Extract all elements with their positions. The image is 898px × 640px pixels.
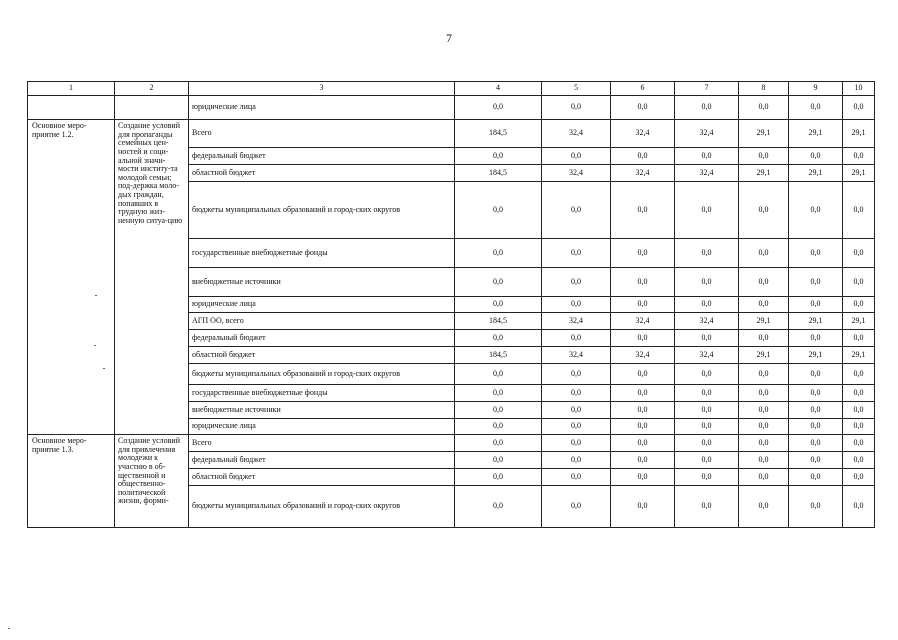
funding-source: юридические лица bbox=[189, 96, 455, 120]
amount-cell: 0,0 bbox=[789, 419, 843, 435]
amount-cell: 0,0 bbox=[455, 364, 542, 385]
amount-cell: 29,1 bbox=[789, 165, 843, 182]
amount-cell: 0,0 bbox=[739, 268, 789, 297]
amount-cell: 32,4 bbox=[542, 313, 611, 330]
amount-cell: 0,0 bbox=[611, 452, 675, 469]
amount-cell: 0,0 bbox=[843, 182, 875, 239]
amount-cell: 0,0 bbox=[843, 419, 875, 435]
amount-cell: 0,0 bbox=[789, 96, 843, 120]
amount-cell: 0,0 bbox=[455, 486, 542, 528]
amount-cell: 0,0 bbox=[611, 364, 675, 385]
amount-cell: 0,0 bbox=[542, 419, 611, 435]
event-description: Создание условий для привлечения молодежи к участию в об-щественной и общественно-политической жизни, форми- bbox=[115, 435, 189, 528]
amount-cell: 0,0 bbox=[843, 297, 875, 313]
column-header: 4 bbox=[455, 82, 542, 96]
amount-cell: 32,4 bbox=[542, 120, 611, 148]
amount-cell: 29,1 bbox=[789, 120, 843, 148]
amount-cell: 0,0 bbox=[542, 182, 611, 239]
amount-cell: 0,0 bbox=[675, 419, 739, 435]
amount-cell: 0,0 bbox=[611, 419, 675, 435]
amount-cell: 0,0 bbox=[542, 297, 611, 313]
funding-source: государственные внебюджетные фонды bbox=[189, 385, 455, 402]
funding-source: юридические лица bbox=[189, 297, 455, 313]
scan-speck bbox=[94, 345, 96, 346]
funding-source: областной бюджет bbox=[189, 165, 455, 182]
funding-source: бюджеты муниципальных образований и город-ских округов bbox=[189, 486, 455, 528]
amount-cell: 0,0 bbox=[843, 96, 875, 120]
column-header: 5 bbox=[542, 82, 611, 96]
amount-cell: 0,0 bbox=[739, 364, 789, 385]
amount-cell: 0,0 bbox=[611, 297, 675, 313]
amount-cell: 0,0 bbox=[789, 297, 843, 313]
amount-cell: 32,4 bbox=[542, 165, 611, 182]
amount-cell: 0,0 bbox=[675, 385, 739, 402]
amount-cell: 0,0 bbox=[542, 364, 611, 385]
amount-cell: 32,4 bbox=[611, 347, 675, 364]
amount-cell: 184,5 bbox=[455, 165, 542, 182]
amount-cell: 0,0 bbox=[675, 452, 739, 469]
amount-cell: 0,0 bbox=[675, 435, 739, 452]
amount-cell: 0,0 bbox=[542, 96, 611, 120]
amount-cell: 0,0 bbox=[455, 239, 542, 268]
funding-source: государственные внебюджетные фонды bbox=[189, 239, 455, 268]
table-row bbox=[28, 96, 875, 120]
amount-cell: 0,0 bbox=[789, 268, 843, 297]
amount-cell: 0,0 bbox=[739, 419, 789, 435]
amount-cell: 0,0 bbox=[542, 148, 611, 165]
scan-speck bbox=[95, 295, 97, 296]
amount-cell: 0,0 bbox=[455, 469, 542, 486]
amount-cell: 0,0 bbox=[611, 402, 675, 419]
amount-cell: 184,5 bbox=[455, 313, 542, 330]
column-header: 8 bbox=[739, 82, 789, 96]
amount-cell: 0,0 bbox=[675, 486, 739, 528]
amount-cell: 0,0 bbox=[542, 452, 611, 469]
amount-cell: 32,4 bbox=[542, 347, 611, 364]
amount-cell: 0,0 bbox=[789, 330, 843, 347]
amount-cell: 0,0 bbox=[455, 419, 542, 435]
amount-cell: 0,0 bbox=[739, 182, 789, 239]
amount-cell: 0,0 bbox=[843, 268, 875, 297]
amount-cell: 29,1 bbox=[789, 347, 843, 364]
amount-cell: 0,0 bbox=[542, 385, 611, 402]
amount-cell: 0,0 bbox=[611, 239, 675, 268]
amount-cell: 0,0 bbox=[739, 435, 789, 452]
amount-cell: 184,5 bbox=[455, 347, 542, 364]
amount-cell: 0,0 bbox=[455, 268, 542, 297]
table-row bbox=[28, 120, 875, 148]
column-header: 6 bbox=[611, 82, 675, 96]
funding-source: внебюджетные источники bbox=[189, 268, 455, 297]
amount-cell: 29,1 bbox=[739, 165, 789, 182]
amount-cell: 0,0 bbox=[843, 435, 875, 452]
funding-source: федеральный бюджет bbox=[189, 330, 455, 347]
column-header: 7 bbox=[675, 82, 739, 96]
column-header: 9 bbox=[789, 82, 843, 96]
amount-cell: 0,0 bbox=[542, 239, 611, 268]
amount-cell: 0,0 bbox=[455, 96, 542, 120]
amount-cell: 0,0 bbox=[739, 385, 789, 402]
amount-cell: 0,0 bbox=[739, 402, 789, 419]
amount-cell: 32,4 bbox=[611, 313, 675, 330]
funding-source: федеральный бюджет bbox=[189, 452, 455, 469]
amount-cell: 0,0 bbox=[739, 297, 789, 313]
funding-source: федеральный бюджет bbox=[189, 148, 455, 165]
amount-cell: 0,0 bbox=[611, 330, 675, 347]
funding-source: Всего bbox=[189, 120, 455, 148]
amount-cell: 0,0 bbox=[611, 182, 675, 239]
amount-cell: 32,4 bbox=[611, 120, 675, 148]
funding-table bbox=[27, 81, 875, 528]
amount-cell: 29,1 bbox=[739, 347, 789, 364]
amount-cell: 0,0 bbox=[789, 148, 843, 165]
amount-cell: 0,0 bbox=[611, 486, 675, 528]
amount-cell: 0,0 bbox=[843, 385, 875, 402]
funding-source: Всего bbox=[189, 435, 455, 452]
scan-speck bbox=[8, 628, 10, 629]
amount-cell: 0,0 bbox=[739, 330, 789, 347]
amount-cell: 0,0 bbox=[542, 402, 611, 419]
amount-cell: 0,0 bbox=[675, 402, 739, 419]
column-number-row bbox=[28, 82, 875, 96]
amount-cell: 0,0 bbox=[542, 469, 611, 486]
funding-source: бюджеты муниципальных образований и город-ских округов bbox=[189, 364, 455, 385]
amount-cell: 0,0 bbox=[455, 297, 542, 313]
amount-cell: 0,0 bbox=[675, 182, 739, 239]
amount-cell: 0,0 bbox=[789, 239, 843, 268]
amount-cell: 0,0 bbox=[843, 452, 875, 469]
column-header: 3 bbox=[189, 82, 455, 96]
page-number: 7 bbox=[446, 31, 452, 45]
amount-cell: 29,1 bbox=[843, 120, 875, 148]
amount-cell: 29,1 bbox=[739, 120, 789, 148]
event-description: Создание условий для пропаганды семейных цен-ностей и соци-альной значи-мости институ-та молодой семьи; под-держка моло-дых граждан, попавших в трудную жиз-ненную ситуа-цию bbox=[115, 120, 189, 435]
amount-cell: 0,0 bbox=[611, 435, 675, 452]
amount-cell: 0,0 bbox=[789, 182, 843, 239]
amount-cell: 0,0 bbox=[542, 486, 611, 528]
amount-cell: 0,0 bbox=[789, 385, 843, 402]
amount-cell: 0,0 bbox=[789, 452, 843, 469]
amount-cell: 0,0 bbox=[843, 402, 875, 419]
amount-cell: 0,0 bbox=[611, 469, 675, 486]
amount-cell: 29,1 bbox=[843, 165, 875, 182]
amount-cell: 0,0 bbox=[789, 486, 843, 528]
amount-cell: 32,4 bbox=[675, 165, 739, 182]
amount-cell: 0,0 bbox=[739, 486, 789, 528]
amount-cell: 0,0 bbox=[542, 268, 611, 297]
amount-cell: 0,0 bbox=[843, 239, 875, 268]
amount-cell: 0,0 bbox=[843, 469, 875, 486]
amount-cell: 0,0 bbox=[789, 435, 843, 452]
amount-cell: 0,0 bbox=[789, 469, 843, 486]
funding-source: областной бюджет bbox=[189, 469, 455, 486]
table-row bbox=[28, 435, 875, 452]
amount-cell: 0,0 bbox=[542, 435, 611, 452]
amount-cell: 0,0 bbox=[675, 297, 739, 313]
amount-cell: 0,0 bbox=[739, 96, 789, 120]
event-name: Основное меро-приятие 1.2. bbox=[28, 120, 115, 435]
amount-cell: 0,0 bbox=[611, 385, 675, 402]
amount-cell: 0,0 bbox=[675, 469, 739, 486]
amount-cell: 32,4 bbox=[675, 313, 739, 330]
amount-cell: 0,0 bbox=[455, 148, 542, 165]
amount-cell: 0,0 bbox=[542, 330, 611, 347]
amount-cell: 29,1 bbox=[789, 313, 843, 330]
amount-cell: 0,0 bbox=[675, 239, 739, 268]
amount-cell: 0,0 bbox=[739, 452, 789, 469]
amount-cell: 0,0 bbox=[789, 364, 843, 385]
amount-cell: 0,0 bbox=[843, 486, 875, 528]
amount-cell: 0,0 bbox=[611, 96, 675, 120]
event-name: Основное меро-приятие 1.3. bbox=[28, 435, 115, 528]
amount-cell: 29,1 bbox=[739, 313, 789, 330]
amount-cell: 32,4 bbox=[675, 347, 739, 364]
empty-cell bbox=[28, 96, 115, 120]
amount-cell: 0,0 bbox=[739, 239, 789, 268]
amount-cell: 0,0 bbox=[789, 402, 843, 419]
column-header: 2 bbox=[115, 82, 189, 96]
amount-cell: 0,0 bbox=[455, 435, 542, 452]
amount-cell: 184,5 bbox=[455, 120, 542, 148]
funding-source: АГП ОО, всего bbox=[189, 313, 455, 330]
amount-cell: 32,4 bbox=[611, 165, 675, 182]
amount-cell: 0,0 bbox=[455, 385, 542, 402]
amount-cell: 0,0 bbox=[611, 268, 675, 297]
amount-cell: 0,0 bbox=[675, 364, 739, 385]
amount-cell: 0,0 bbox=[843, 330, 875, 347]
amount-cell: 0,0 bbox=[455, 330, 542, 347]
amount-cell: 0,0 bbox=[675, 330, 739, 347]
amount-cell: 0,0 bbox=[675, 148, 739, 165]
amount-cell: 32,4 bbox=[675, 120, 739, 148]
funding-source: юридические лица bbox=[189, 419, 455, 435]
amount-cell: 29,1 bbox=[843, 347, 875, 364]
amount-cell: 0,0 bbox=[739, 469, 789, 486]
funding-source: внебюджетные источники bbox=[189, 402, 455, 419]
amount-cell: 0,0 bbox=[455, 402, 542, 419]
amount-cell: 0,0 bbox=[739, 148, 789, 165]
empty-cell bbox=[115, 96, 189, 120]
scan-speck bbox=[103, 368, 105, 369]
amount-cell: 0,0 bbox=[455, 452, 542, 469]
column-header: 1 bbox=[28, 82, 115, 96]
amount-cell: 0,0 bbox=[611, 148, 675, 165]
amount-cell: 0,0 bbox=[675, 268, 739, 297]
column-header: 10 bbox=[843, 82, 875, 96]
amount-cell: 0,0 bbox=[843, 148, 875, 165]
amount-cell: 29,1 bbox=[843, 313, 875, 330]
funding-source: областной бюджет bbox=[189, 347, 455, 364]
amount-cell: 0,0 bbox=[455, 182, 542, 239]
funding-source: бюджеты муниципальных образований и город-ских округов bbox=[189, 182, 455, 239]
amount-cell: 0,0 bbox=[843, 364, 875, 385]
amount-cell: 0,0 bbox=[675, 96, 739, 120]
